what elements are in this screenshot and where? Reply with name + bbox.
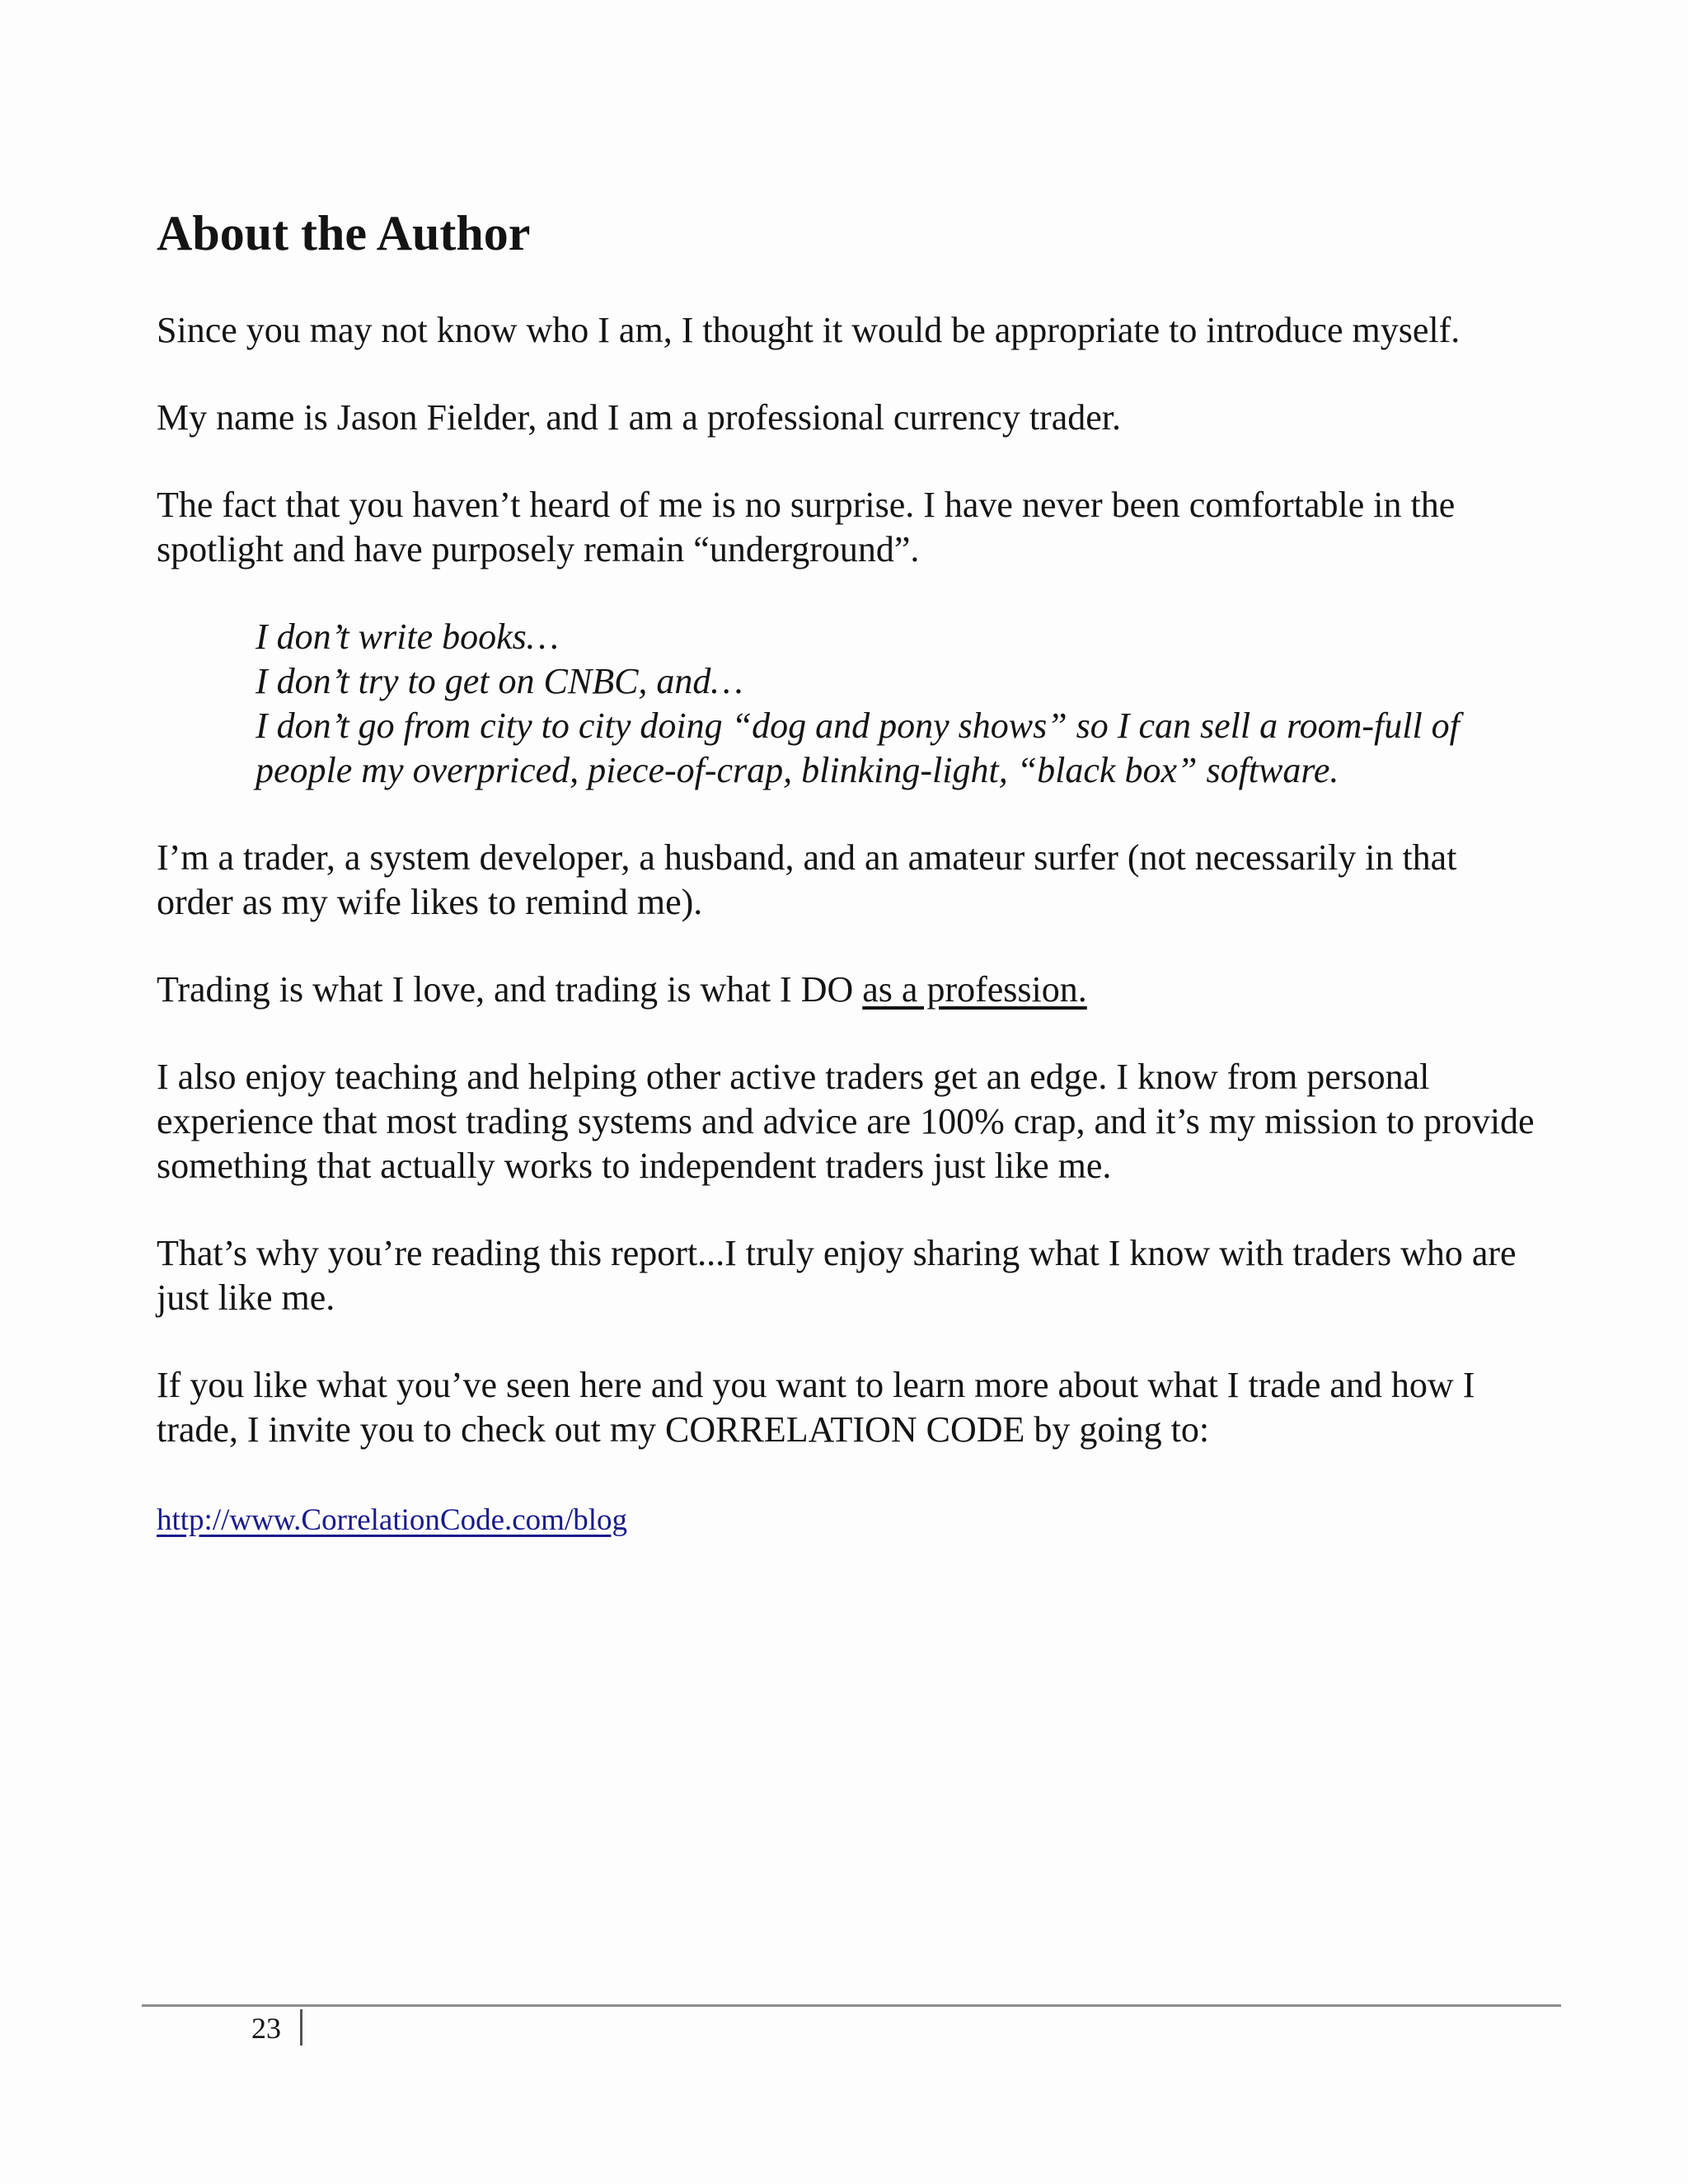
paragraph-underground: The fact that you haven’t heard of me is no surprise. I have never been comfortable in the spotlight and have purposely remain “underground”.	[157, 485, 1456, 569]
paragraph-report: That’s why you’re reading this report...I truly enjoy sharing what I know with traders who are just like me.	[157, 1233, 1517, 1318]
page-number-divider	[300, 2009, 302, 2046]
paragraph-roles: I’m a trader, a system developer, a husband, and an amateur surfer (not necessarily in that order as my wife likes to remind me).	[157, 837, 1457, 922]
profession-underlined-text: as a profession.	[862, 969, 1087, 1010]
quote-line: I don’t go from city to city doing “dog and pony shows” so I can sell a room-full of people my overpriced, piece-of-crap, blinking-light, “black box” software.	[256, 705, 1460, 790]
paragraph-teaching: I also enjoy teaching and helping other active traders get an edge. I know from personal experience that most trading systems and advice are 100% crap, and it’s my mission to provide something that actually works to independent traders just like me.	[157, 1057, 1535, 1186]
profession-text: Trading is what I love, and trading is what I DO	[157, 969, 863, 1010]
quote-line: I don’t write books…	[256, 616, 559, 657]
footer-divider	[142, 2004, 1561, 2007]
paragraph-invite: If you like what you’ve seen here and you want to learn more about what I trade and how I trade, I invite you to check out my CORRELATION CODE by going to:	[157, 1365, 1475, 1450]
page-number: 23	[251, 2012, 281, 2045]
page-title: About the Author	[157, 206, 531, 260]
correlation-code-link[interactable]: http://www.CorrelationCode.com/blog	[157, 1503, 628, 1537]
page-content	[157, 206, 1541, 1540]
italic-quote-block	[256, 615, 1541, 793]
paragraph-profession	[157, 968, 1541, 1012]
quote-line: I don’t try to get on CNBC, and…	[256, 661, 743, 701]
paragraph-intro: Since you may not know who I am, I thought it would be appropriate to introduce myself.	[157, 310, 1461, 350]
paragraph-name: My name is Jason Fielder, and I am a professional currency trader.	[157, 397, 1121, 438]
